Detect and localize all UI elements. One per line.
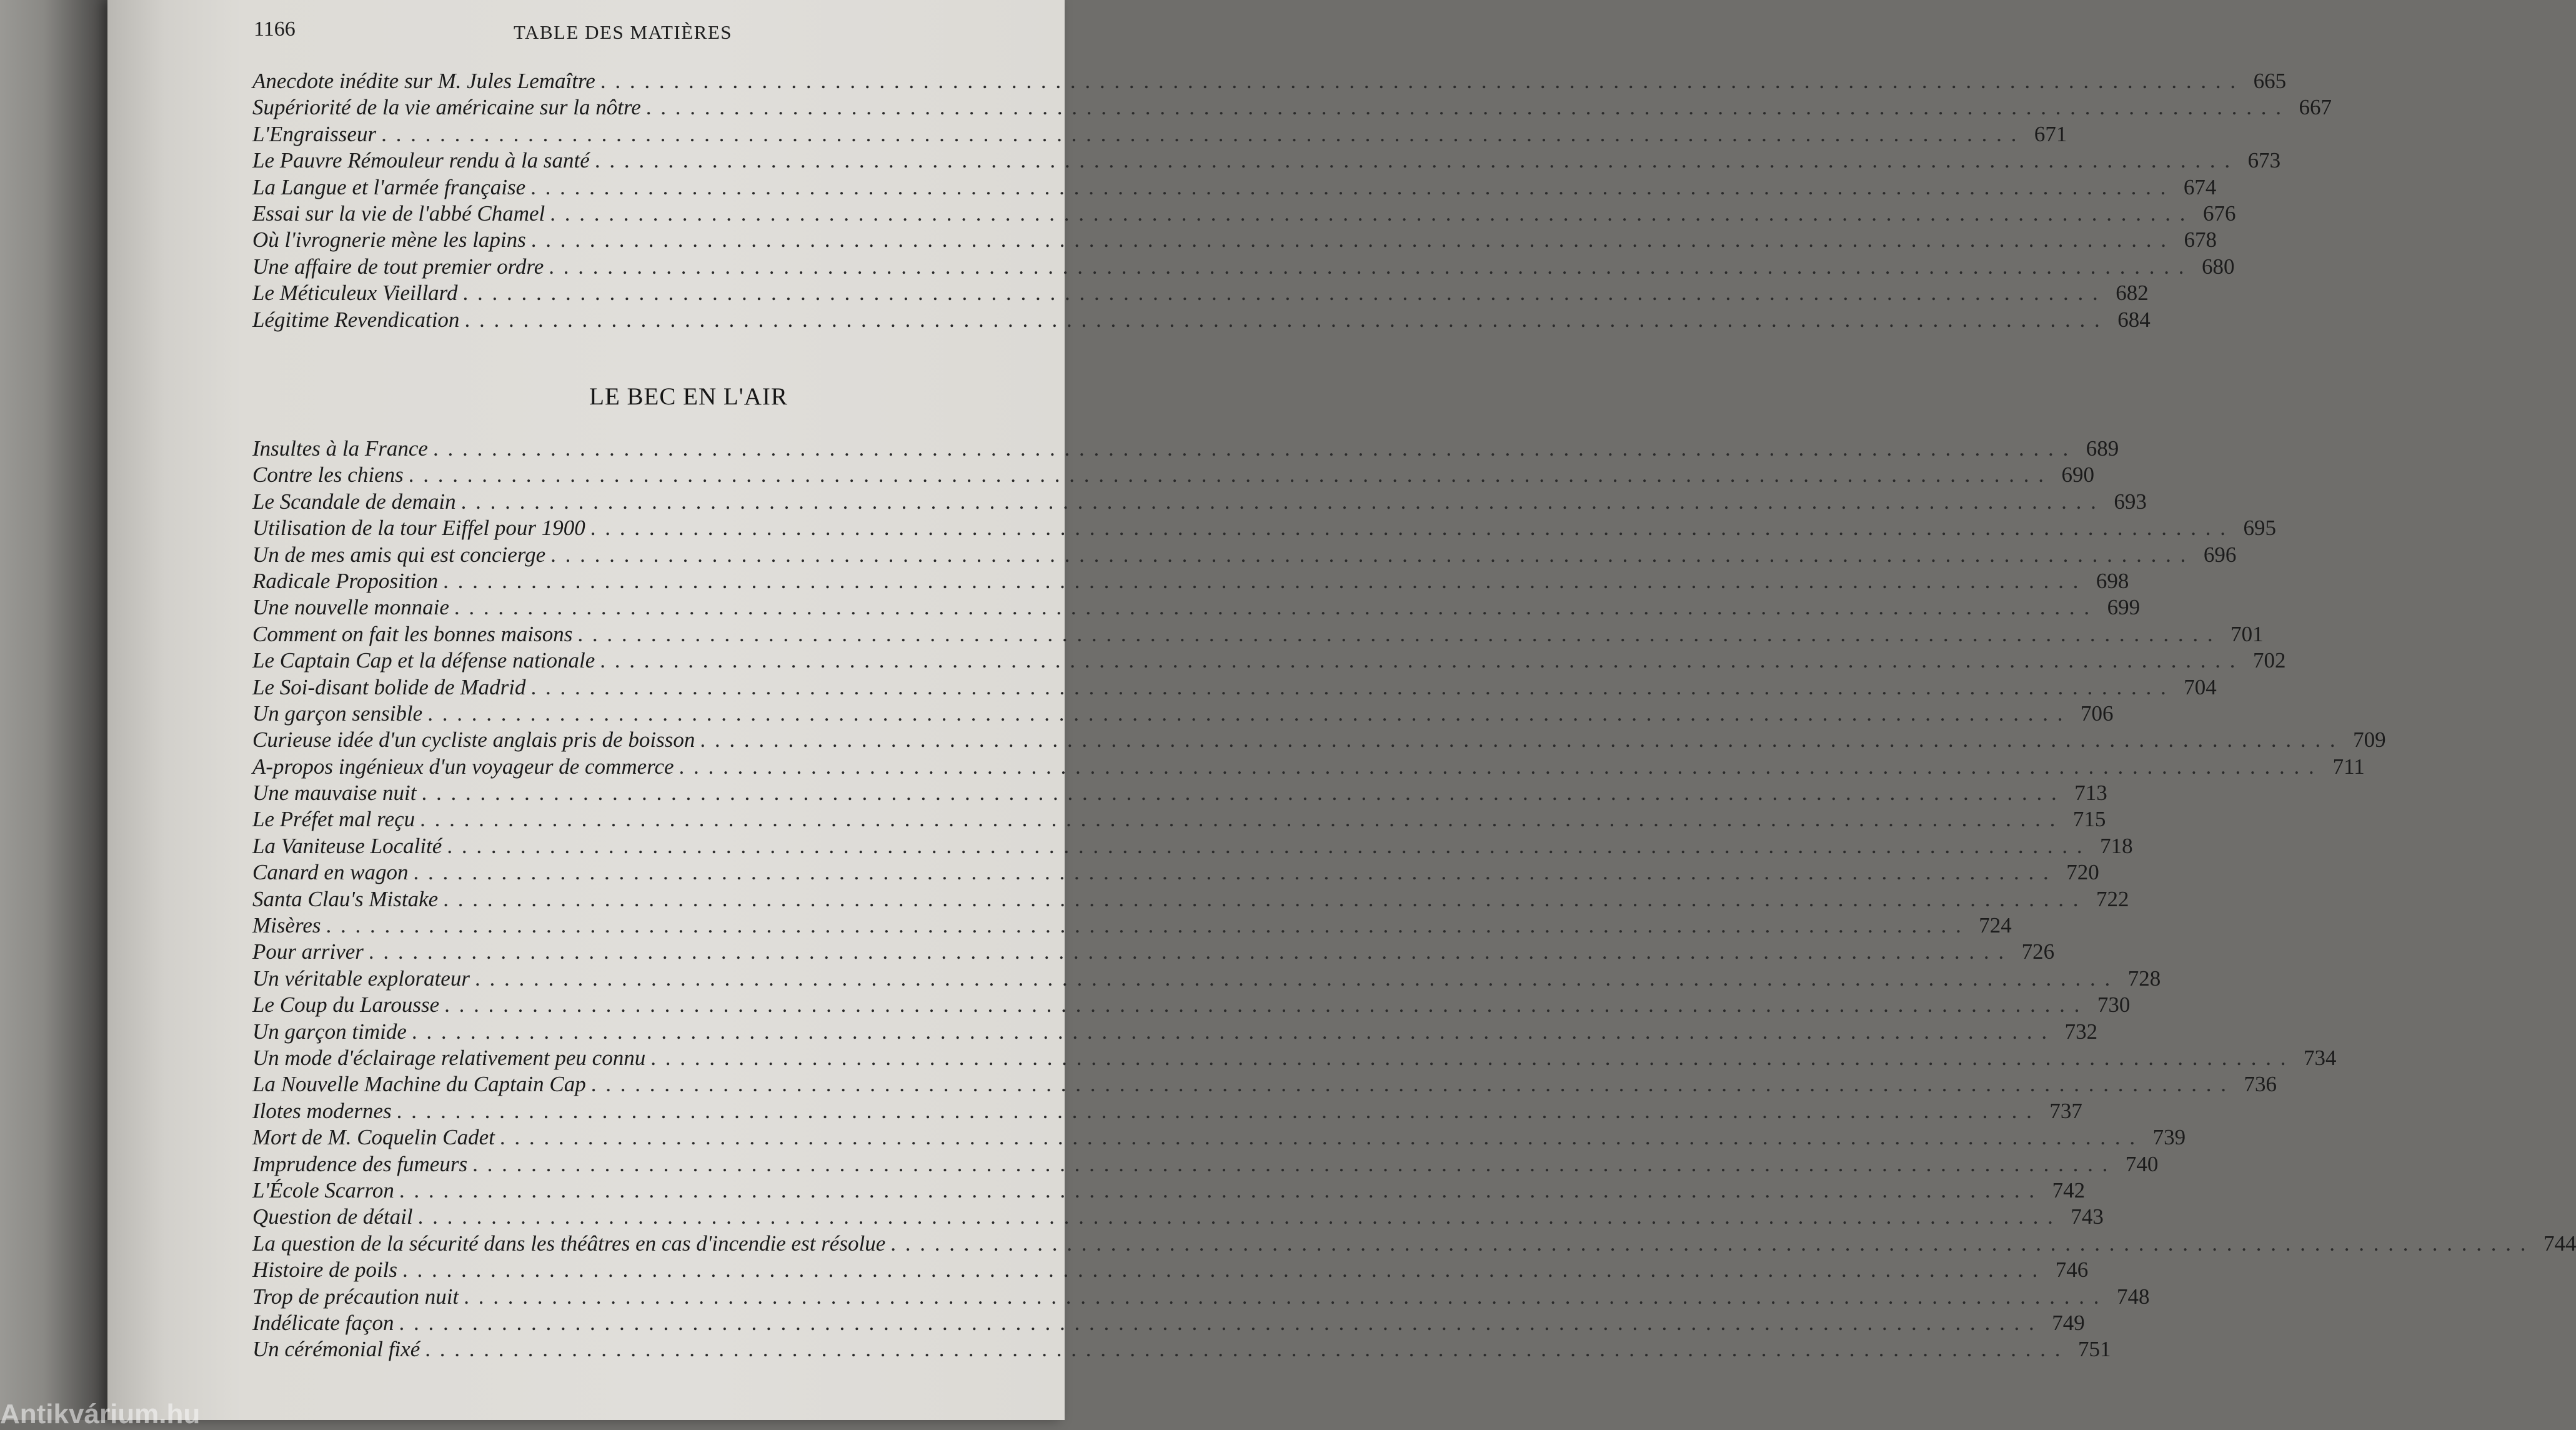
toc-entry — [252, 621, 2264, 648]
dot-leader — [463, 281, 2100, 306]
toc-entry — [252, 1204, 2104, 1231]
dot-leader — [475, 966, 2112, 991]
toc-entry — [252, 1098, 2082, 1125]
toc-entry-title: Le Soi-disant bolide de Madrid — [252, 674, 526, 699]
dot-leader — [447, 834, 2084, 859]
dot-leader — [454, 595, 2091, 620]
dot-leader — [577, 622, 2214, 647]
toc-entry — [252, 174, 2217, 201]
toc-entry-title: Comment on fait les bonnes maisons — [252, 621, 573, 646]
dot-leader — [464, 308, 2101, 332]
toc-entry — [252, 1072, 2277, 1098]
toc-entry-page: 674 — [2183, 174, 2217, 199]
dot-leader — [591, 1072, 2228, 1097]
toc-entry-page: 737 — [2049, 1098, 2082, 1123]
toc-entry-title: Essai sur la vie de l'abbé Chamel — [252, 201, 545, 226]
toc-entry-page: 706 — [2080, 701, 2114, 726]
toc-entry-title: Une affaire de tout premier ordre — [252, 254, 544, 279]
toc-entry-title: Une nouvelle monnaie — [252, 595, 449, 620]
toc-entry — [252, 542, 2237, 569]
dot-leader — [461, 489, 2098, 514]
dot-leader — [397, 1099, 2034, 1124]
book-gutter — [0, 0, 125, 1420]
dot-leader — [412, 1019, 2049, 1044]
dot-leader — [326, 913, 1963, 938]
dot-leader — [425, 1337, 2062, 1362]
toc-list-second — [252, 436, 2576, 1364]
toc-entry-page: 743 — [2071, 1204, 2104, 1229]
toc-entry-title: Le Coup du Larousse — [252, 992, 440, 1018]
toc-entry — [252, 648, 2286, 674]
toc-entry-title: Ilotes modernes — [252, 1098, 392, 1123]
dot-leader — [418, 1204, 2055, 1229]
toc-entry-title: Où l'ivrognerie mène les lapins — [252, 228, 526, 252]
toc-entry-title: Le Pauvre Rémouleur rendu à la santé — [252, 148, 590, 173]
dot-leader — [700, 728, 2337, 752]
toc-entry-title: La Langue et l'armée française — [252, 174, 526, 199]
toc-entry-title: Légitime Revendication — [252, 307, 460, 332]
toc-entry-title: Utilisation de la tour Eiffel pour 1900 — [252, 516, 585, 541]
toc-entry-title: Un véritable explorateur — [252, 966, 470, 991]
dot-leader — [409, 462, 2046, 488]
toc-entry — [252, 568, 2129, 595]
toc-entry-title: Le Méticuleux Vieillard — [252, 281, 458, 306]
toc-entry-title: Mort de M. Coquelin Cadet — [252, 1125, 495, 1150]
toc-entry — [252, 462, 2094, 489]
toc-entry-page: 732 — [2064, 1019, 2098, 1044]
toc-entry-page: 749 — [2052, 1310, 2085, 1335]
toc-list-first — [252, 69, 2332, 334]
toc-entry — [252, 966, 2161, 992]
toc-entry-page: 720 — [2066, 860, 2099, 885]
toc-entry — [252, 121, 2067, 148]
toc-entry-page: 718 — [2100, 833, 2133, 858]
dot-leader — [433, 436, 2070, 461]
toc-entry — [252, 1045, 2337, 1072]
dot-leader — [595, 148, 2232, 173]
book-page — [107, 0, 2576, 1420]
dot-leader — [590, 516, 2227, 541]
toc-entry — [252, 1310, 2085, 1337]
toc-entry-page: 726 — [2021, 939, 2055, 964]
dot-leader — [399, 1311, 2036, 1336]
dot-leader — [646, 95, 2283, 120]
watermark: Antikvárium.hu — [0, 1399, 201, 1429]
dot-leader — [500, 1125, 2137, 1150]
dot-leader — [549, 254, 2186, 279]
dot-leader — [420, 807, 2057, 832]
toc-entry — [252, 674, 2217, 701]
part-heading: LE BEC EN L'AIR — [589, 383, 788, 410]
toc-entry-title: Misères — [252, 913, 321, 938]
toc-entry — [252, 595, 2141, 621]
running-title: TABLE DES MATIÈRES — [514, 21, 733, 43]
toc-entry-page: 689 — [2086, 436, 2119, 461]
dot-leader — [443, 887, 2080, 912]
toc-entry — [252, 1337, 2111, 1363]
toc-entry — [252, 860, 2099, 886]
toc-entry-page: 684 — [2117, 307, 2151, 332]
toc-entry-page: 673 — [2247, 148, 2281, 173]
toc-entry-title: Un garçon sensible — [252, 701, 423, 726]
toc-entry-title: Imprudence des fumeurs — [252, 1151, 468, 1176]
dot-leader — [650, 1046, 2287, 1071]
toc-entry — [252, 95, 2332, 121]
toc-entry — [252, 228, 2217, 254]
toc-entry-title: La question de la sécurité dans les théâtres en cas d'incendie est résolue — [252, 1231, 886, 1256]
toc-entry-page: 748 — [2116, 1284, 2150, 1309]
toc-entry-title: Santa Clau's Mistake — [252, 886, 439, 911]
dot-leader — [381, 122, 2018, 147]
toc-entry-page: 746 — [2055, 1258, 2089, 1282]
toc-entry-page: 730 — [2097, 992, 2131, 1018]
toc-entry-title: Anecdote inédite sur M. Jules Lemaître — [252, 69, 595, 93]
toc-entry — [252, 1019, 2098, 1046]
toc-entry-page: 713 — [2074, 781, 2107, 806]
dot-leader — [550, 542, 2187, 568]
toc-entry — [252, 701, 2114, 728]
toc-entry-page: 734 — [2303, 1045, 2337, 1070]
toc-entry-page: 667 — [2299, 95, 2332, 120]
dot-leader — [679, 754, 2316, 779]
toc-entry — [252, 516, 2277, 542]
toc-entry — [252, 754, 2365, 781]
toc-entry-page: 676 — [2203, 201, 2236, 226]
toc-entry — [252, 1125, 2186, 1151]
toc-entry-page: 722 — [2096, 886, 2129, 911]
toc-entry-title: L'École Scarron — [252, 1178, 394, 1202]
dot-leader — [550, 201, 2187, 226]
toc-entry-title: Trop de précaution nuit — [252, 1284, 459, 1309]
toc-entry-title: L'Engraisseur — [252, 121, 377, 146]
toc-entry-title: Histoire de poils — [252, 1258, 398, 1282]
toc-entry-page: 704 — [2184, 674, 2217, 699]
toc-entry-page: 739 — [2152, 1125, 2186, 1150]
toc-entry-page: 740 — [2125, 1151, 2159, 1176]
toc-entry-page: 699 — [2107, 595, 2141, 620]
toc-entry-page: 690 — [2061, 462, 2094, 488]
dot-leader — [472, 1152, 2109, 1177]
toc-entry-page: 671 — [2034, 121, 2067, 146]
toc-entry-title: Un de mes amis qui est concierge — [252, 542, 546, 567]
dot-leader — [600, 69, 2237, 94]
toc-entry-title: La Nouvelle Machine du Captain Cap — [252, 1072, 586, 1097]
toc-entry — [252, 436, 2119, 462]
toc-entry-title: Canard en wagon — [252, 860, 409, 885]
toc-entry — [252, 728, 2386, 754]
toc-entry — [252, 1284, 2150, 1311]
toc-entry — [252, 281, 2149, 307]
toc-entry-page: 742 — [2052, 1178, 2086, 1202]
dot-leader — [890, 1231, 2527, 1256]
page-number: 1166 — [254, 18, 296, 41]
toc-entry — [252, 833, 2133, 860]
toc-entry-title: Un mode d'éclairage relativement peu connu — [252, 1045, 646, 1070]
toc-entry — [252, 254, 2235, 281]
toc-entry-page: 709 — [2353, 728, 2386, 752]
toc-entry-title: Insultes à la France — [252, 436, 428, 461]
toc-entry-title: La Vaniteuse Localité — [252, 833, 442, 858]
toc-entry — [252, 992, 2131, 1019]
dot-leader — [444, 992, 2081, 1018]
toc-entry — [252, 939, 2055, 966]
toc-entry-title: Le Scandale de demain — [252, 489, 456, 514]
toc-entry — [252, 886, 2129, 913]
toc-entry-page: 702 — [2253, 648, 2286, 673]
toc-entry-title: Une mauvaise nuit — [252, 781, 417, 806]
toc-entry — [252, 1231, 2576, 1258]
toc-entry — [252, 489, 2147, 516]
dot-leader — [531, 228, 2168, 252]
toc-entry — [252, 1178, 2086, 1204]
toc-entry-title: Pour arriver — [252, 939, 364, 964]
toc-entry-title: Curieuse idée d'un cycliste anglais pris de boisson — [252, 728, 695, 752]
toc-entry-page: 695 — [2243, 516, 2277, 541]
toc-entry-title: Contre les chiens — [252, 462, 404, 488]
dot-leader — [530, 675, 2167, 700]
dot-leader — [399, 1178, 2036, 1203]
toc-entry-page: 665 — [2253, 69, 2287, 93]
toc-entry-page: 701 — [2230, 621, 2264, 646]
toc-entry-page: 724 — [1979, 913, 2012, 938]
toc-entry-page: 751 — [2078, 1337, 2111, 1362]
dot-leader — [600, 648, 2237, 673]
dot-leader — [421, 781, 2058, 806]
toc-entry — [252, 1151, 2159, 1178]
toc-entry — [252, 913, 2012, 939]
toc-entry — [252, 307, 2151, 334]
dot-leader — [369, 939, 2006, 964]
dot-leader — [402, 1258, 2039, 1282]
toc-entry — [252, 148, 2281, 174]
toc-entry-page: 696 — [2203, 542, 2237, 567]
toc-entry-title: Supériorité de la vie américaine sur la nôtre — [252, 95, 641, 120]
dot-leader — [530, 175, 2167, 200]
running-head — [107, 12, 1065, 50]
toc-entry — [252, 69, 2287, 95]
toc-entry-page: 698 — [2096, 568, 2129, 593]
dot-leader — [427, 701, 2064, 726]
toc-entry-page: 680 — [2202, 254, 2235, 279]
dot-leader — [443, 569, 2080, 594]
toc-entry-title: Le Préfet mal reçu — [252, 807, 415, 832]
dot-leader — [414, 860, 2051, 885]
toc-entry — [252, 807, 2106, 833]
toc-entry-title: Radicale Proposition — [252, 568, 439, 593]
toc-entry-page: 682 — [2116, 281, 2149, 306]
dot-leader — [464, 1284, 2101, 1309]
toc-entry-page: 711 — [2332, 754, 2365, 779]
toc-entry-title: Un garçon timide — [252, 1019, 407, 1044]
toc-entry-page: 715 — [2072, 807, 2106, 832]
toc-entry-title: Indélicate façon — [252, 1310, 394, 1335]
toc-entry-title: Le Captain Cap et la défense nationale — [252, 648, 595, 673]
toc-entry-page: 693 — [2114, 489, 2147, 514]
toc-entry-page: 728 — [2127, 966, 2161, 991]
toc-entry-page: 736 — [2244, 1072, 2277, 1097]
toc-entry — [252, 1258, 2089, 1284]
toc-entry — [252, 781, 2107, 807]
toc-entry-title: A-propos ingénieux d'un voyageur de commerce — [252, 754, 674, 779]
toc-entry-title: Question de détail — [252, 1204, 413, 1229]
toc-entry-page: 678 — [2184, 228, 2217, 252]
toc-entry — [252, 201, 2236, 228]
toc-entry-page: 744 — [2543, 1231, 2576, 1256]
toc-entry-title: Un cérémonial fixé — [252, 1337, 420, 1362]
